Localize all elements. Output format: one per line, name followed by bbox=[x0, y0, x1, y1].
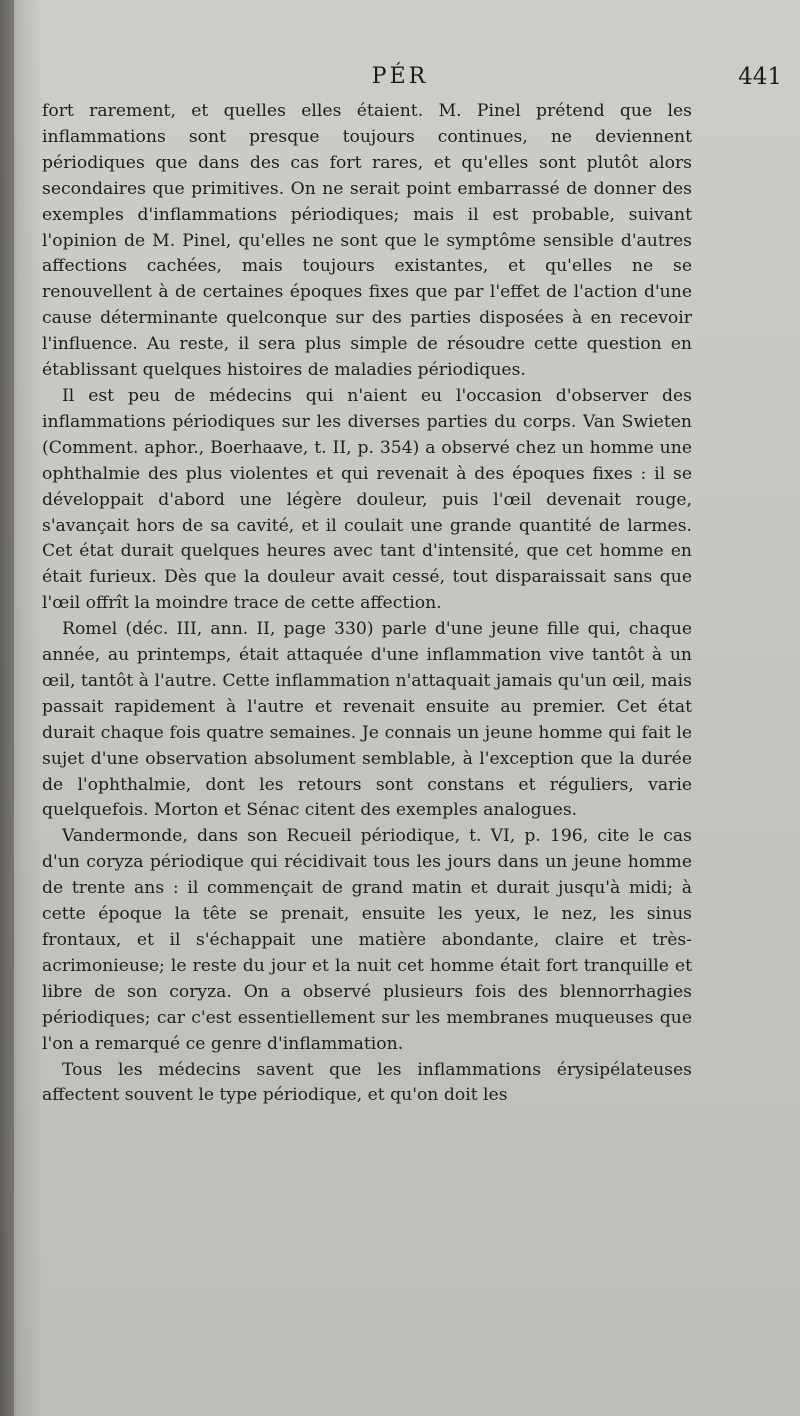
running-head: PÉR bbox=[371, 64, 429, 89]
body-text bbox=[42, 99, 692, 1109]
paragraph: Il est peu de médecins qui n'aient eu l'occasion d'observer des inflammations périodiques sur les diverses parties du corps. Van Swieten (Comment. aphor., Boerhaave, t. II, p. 354) a observé chez un homme une ophthalmie des plus violentes et qui revenait à des époques fixes : il se développait d'abord une légère douleur, puis l'œil devenait rouge, s'avançait hors de sa cavité, et il coulait une grande quantité de larmes. Cet état durait quelques heures avec tant d'intensité, que cet homme en était furieux. Dès que la douleur avait cessé, tout disparaissait sans que l'œil offrît la moindre trace de cette affection. bbox=[42, 385, 692, 614]
page-gutter-shadow bbox=[0, 0, 14, 1416]
page-header bbox=[0, 64, 800, 98]
paragraph: Tous les médecins savent que les inflammations érysipélateuses affectent souvent le type périodique, et qu'on doit les bbox=[42, 1059, 692, 1106]
paragraph: Romel (déc. III, ann. II, page 330) parle d'une jeune fille qui, chaque année, au printemps, était attaquée d'une inflammation vive tantôt à un œil, tantôt à l'autre. Cette inflammation n'attaquait jamais qu'un œil, mais passait rapidement à l'autre et revenait ensuite au premier. Cet état durait chaque fois quatre semaines. Je connais un jeune homme qui fait le sujet d'une observation absolument semblable, à l'exception que la durée de l'ophthalmie, dont les retours sont constans et réguliers, varie quelquefois. Morton et Sénac citent des exemples analogues. bbox=[42, 619, 692, 821]
paragraph: Vandermonde, dans son Recueil périodique, t. VI, p. 196, cite le cas d'un coryza périodique qui récidivait tous les jours dans un jeune homme de trente ans : il commençait de grand matin et durait jusqu'à midi; à cette époque la tête se prenait, ensuite les yeux, le nez, les sinus frontaux, et il s'échappait une matière abondante, claire et très-acrimonieuse; le reste du jour et la nuit cet homme était fort tranquille et libre de son coryza. On a observé plusieurs fois des blennorrhagies périodiques; car c'est essentiellement sur les membranes muqueuses que l'on a remarqué ce genre d'inflammation. bbox=[42, 826, 692, 1054]
page-number: 441 bbox=[738, 64, 782, 90]
paragraph: fort rarement, et quelles elles étaient. M. Pinel prétend que les inflammations sont presque toujours continues, ne deviennent périodiques que dans des cas fort rares, et qu'elles sont plutôt alors secondaires que primitives. On ne serait point embarrassé de donner des exemples d'inflammations périodiques; mais il est probable, suivant l'opinion de M. Pinel, qu'elles ne sont que le symptôme sensible d'autres affections cachées, mais toujours existantes, et qu'elles ne se renouvellent à de certaines époques fixes que par l'effet de l'action d'une cause déterminante quelconque sur des parties disposées à en recevoir l'influence. Au reste, il sera plus simple de résoudre cette question en établissant quelques histoires de maladies périodiques. bbox=[42, 101, 692, 381]
